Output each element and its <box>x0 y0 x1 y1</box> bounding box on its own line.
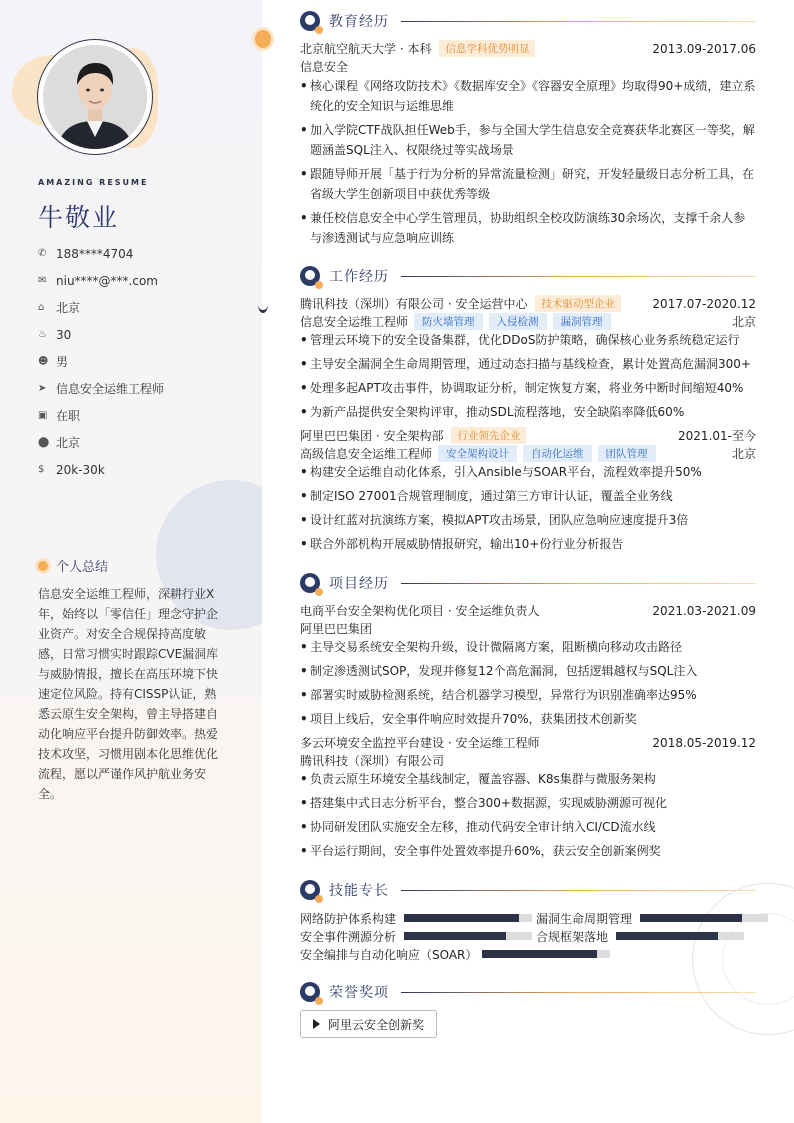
bullet-item: • 协同研发团队实施安全左移，推动代码安全审计纳入CI/CD流水线 <box>300 817 756 837</box>
job-company-row <box>300 295 756 312</box>
bullet-item: • 制定渗透测试SOP，发现并修复12个高危漏洞，包括逻辑越权与SQL注入 <box>300 661 756 681</box>
school-name: 北京航空航天大学 · 本科 <box>300 42 432 56</box>
bullet-item: • 加入学院CTF战队担任Web手，参与全国大学生信息安全竞赛获华北赛区一等奖，解题涵盖SQL注入、权限绕过等实战场景 <box>300 120 756 160</box>
skill-bar-fill <box>404 932 506 940</box>
section-title: 工作经历 <box>329 269 389 285</box>
person-photo-icon <box>43 45 147 149</box>
job-bullets <box>300 330 756 426</box>
job-city: 北京 <box>731 315 756 329</box>
section-bullet-icon <box>300 11 320 31</box>
contact-info-text: 在职 <box>56 409 81 423</box>
section-bullet-icon <box>300 982 320 1002</box>
major-row <box>300 58 756 75</box>
section-bullet-icon <box>300 573 320 593</box>
bullet-item: • 跟随导师开展「基于行为分析的异常流量检测」研究，开发轻量级日志分析工具，在省级大学生创新项目中获优秀等级 <box>300 164 756 204</box>
education-row <box>300 40 756 57</box>
company-tag: 技术驱动型企业 <box>535 295 621 312</box>
contact-info-item <box>38 402 164 429</box>
job-bullets <box>300 462 756 558</box>
bullet-item: • 项目上线后，安全事件响应时效提升70%，获集团技术创新奖 <box>300 709 756 729</box>
bullet-item: • 主导交易系统安全架构升级，设计微隔离方案，阻断横向移动攻击路径 <box>300 637 756 657</box>
project-bullets <box>300 769 756 865</box>
contact-info-text: 男 <box>56 355 69 369</box>
decor-dot <box>258 296 268 313</box>
summary-text: 信息安全运维工程师，深耕行业X年，始终以「零信任」理念守护企业资产。对安全合规保持高度敏感，日常习惯实时跟踪CVE漏洞库与威胁情报，擅长在高压环境下快速定位风险。持有CISSP认证，熟悉云原生安全架构，曾主导搭建自动化响应平台提升防御效率。热爱技术攻坚，习惯用剧本化思维优化流程，愿以严谨作风护航业务安全。 <box>38 587 219 801</box>
bullet-item: • 构建安全运维自动化体系，引入Ansible与SOAR平台，流程效率提升50% <box>300 462 756 482</box>
summary-heading <box>38 556 108 575</box>
send-icon: ➤ <box>38 383 47 394</box>
project-org-row <box>300 620 756 637</box>
gender-icon: ☻ <box>38 356 49 367</box>
home-icon: ⌂ <box>38 302 45 313</box>
bullet-item: • 负责云原生环境安全基线制定，覆盖容器、K8s集群与微服务架构 <box>300 769 756 789</box>
dot-icon <box>38 561 48 571</box>
company-tag: 行业领先企业 <box>451 427 526 444</box>
education-bullets <box>300 76 756 252</box>
job-company: 阿里巴巴集团 · 安全架构部 <box>300 429 444 443</box>
project-bullets <box>300 637 756 733</box>
skill-bar <box>404 914 532 922</box>
divider <box>401 21 756 22</box>
job-date: 2017.07-2020.12 <box>652 296 756 311</box>
skill-bar <box>616 932 744 940</box>
skill-tag: 自动化运维 <box>523 445 592 462</box>
job-company: 腾讯科技（深圳）有限公司 · 安全运营中心 <box>300 297 528 311</box>
divider <box>401 583 756 584</box>
skill-name: 安全编排与自动化响应（SOAR） <box>300 947 478 962</box>
education-date: 2013.09-2017.06 <box>652 41 756 56</box>
project-org-row <box>300 752 756 769</box>
bullet-item: • 管理云环境下的安全设备集群，优化DDoS防护策略，确保核心业务系统稳定运行 <box>300 330 756 350</box>
avatar <box>43 45 147 149</box>
job-role: 高级信息安全运维工程师 <box>300 447 433 461</box>
contact-info-text: 30 <box>56 327 72 342</box>
skill-bar-fill <box>616 932 718 940</box>
skill-bar <box>640 914 768 922</box>
summary-title: 个人总结 <box>56 560 109 575</box>
section-bullet-icon <box>300 880 320 900</box>
contact-info-text: 信息安全运维工程师 <box>56 382 165 396</box>
skill-tag: 防火墙管理 <box>414 313 483 330</box>
contact-info-text: 北京 <box>56 301 81 315</box>
contact-info-list <box>38 240 164 483</box>
bullet-item: • 处理多起APT攻击事件，协调取证分析，制定恢复方案，将业务中断时间缩短40% <box>300 378 756 398</box>
skill-bar-fill <box>404 914 519 922</box>
project-date: 2018.05-2019.12 <box>652 735 756 750</box>
resume-tagline: AMAZING RESUME <box>38 178 149 187</box>
decor-dot <box>255 30 271 48</box>
bullet-item: • 联合外部机构开展威胁情报研究，输出10+份行业分析报告 <box>300 534 756 554</box>
sidebar <box>0 0 262 1123</box>
section-title: 项目经历 <box>329 576 389 592</box>
project-row <box>300 602 756 619</box>
contact-info-text: 188****4704 <box>56 246 134 261</box>
award-item[interactable] <box>300 1010 437 1038</box>
divider <box>401 276 756 277</box>
project-org: 腾讯科技（深圳）有限公司 <box>300 754 445 768</box>
skill-tag: 安全架构设计 <box>438 445 517 462</box>
job-role-row <box>300 445 756 462</box>
bullet-item: • 平台运行期间，安全事件处置效率提升60%，获云安全创新案例奖 <box>300 841 756 861</box>
skill-name: 网络防护体系构建 <box>300 911 397 926</box>
contact-info-item <box>38 429 164 456</box>
section-bullet-icon <box>300 266 320 286</box>
section-title: 教育经历 <box>329 14 389 30</box>
job-city: 北京 <box>731 447 756 461</box>
location-pin-icon: ⬤ <box>38 437 50 448</box>
skill-name: 安全事件溯源分析 <box>300 929 397 944</box>
project-name: 电商平台安全架构优化项目 · 安全运维负责人 <box>300 604 540 618</box>
contact-info-item <box>38 348 164 375</box>
skill-bar <box>404 932 532 940</box>
awards-section-header <box>300 982 756 1002</box>
contact-info-item <box>38 267 164 294</box>
work-section-header <box>300 266 756 286</box>
projects-section-header <box>300 573 756 593</box>
skill-name: 漏洞生命周期管理 <box>536 911 633 926</box>
bullet-item: • 设计红蓝对抗演练方案，模拟APT攻击场景，团队应急响应速度提升3倍 <box>300 510 756 530</box>
bullet-item: • 部署实时威胁检测系统，结合机器学习模型，异常行为识别准确率达95% <box>300 685 756 705</box>
briefcase-icon: ▣ <box>38 410 48 421</box>
skill-bar-fill <box>482 950 597 958</box>
mail-icon: ✉ <box>38 275 47 286</box>
bullet-item: • 制定ISO 27001合规管理制度，通过第三方审计认证，覆盖全业务线 <box>300 486 756 506</box>
major: 信息安全 <box>300 60 349 74</box>
job-role-row <box>300 313 756 330</box>
skill-tag: 团队管理 <box>598 445 656 462</box>
phone-icon: ✆ <box>38 248 47 259</box>
education-section-header <box>300 11 756 31</box>
bullet-item: • 搭建集中式日志分析平台，整合300+数据源，实现威胁溯源可视化 <box>300 793 756 813</box>
skill-name: 合规框架落地 <box>536 929 609 944</box>
bullet-item: • 兼任校信息安全中心学生管理员，协助组织全校攻防演练30余场次，支撑千余人参与渗透测试与应急响应训练 <box>300 208 756 248</box>
skill-bar-fill <box>640 914 742 922</box>
bullet-item: • 核心课程《网络攻防技术》《数据库安全》《容器安全原理》均取得90+成绩，建立系统化的安全知识与运维思维 <box>300 76 756 116</box>
skill-tag: 入侵检测 <box>489 313 547 330</box>
contact-info-item <box>38 294 164 321</box>
contact-info-text: 20k-30k <box>56 462 105 477</box>
section-title: 技能专长 <box>329 883 389 899</box>
school-tag: 信息学科优势明显 <box>439 40 535 57</box>
divider <box>401 890 756 891</box>
contact-info-item <box>38 375 164 402</box>
cake-icon: ♨ <box>38 329 47 340</box>
candidate-name: 牛敬业 <box>38 203 120 232</box>
bullet-item: • 主导安全漏洞全生命周期管理，通过动态扫描与基线检查，累计处置高危漏洞300+ <box>300 354 756 374</box>
contact-info-item <box>38 240 164 267</box>
play-triangle-icon <box>313 1019 320 1029</box>
skill-tag: 漏洞管理 <box>553 313 611 330</box>
bullet-item: • 为新产品提供安全架构评审，推动SDL流程落地，安全缺陷率降低60% <box>300 402 756 422</box>
project-org: 阿里巴巴集团 <box>300 622 373 636</box>
contact-info-item <box>38 456 164 483</box>
award-label: 阿里云安全创新奖 <box>328 1017 425 1032</box>
skill-bar <box>482 950 610 958</box>
section-title: 荣誉奖项 <box>329 985 389 1001</box>
salary-icon: $ <box>38 464 45 475</box>
contact-info-text: niu****@***.com <box>56 273 158 288</box>
job-company-row <box>300 427 756 444</box>
job-role: 信息安全运维工程师 <box>300 315 409 329</box>
contact-info-text: 北京 <box>56 436 81 450</box>
project-row <box>300 734 756 751</box>
project-name: 多云环境安全监控平台建设 · 安全运维工程师 <box>300 736 540 750</box>
divider <box>401 992 756 993</box>
job-date: 2021.01-至今 <box>678 429 756 443</box>
project-date: 2021.03-2021.09 <box>652 603 756 618</box>
skills-section-header <box>300 880 756 900</box>
contact-info-item <box>38 321 164 348</box>
